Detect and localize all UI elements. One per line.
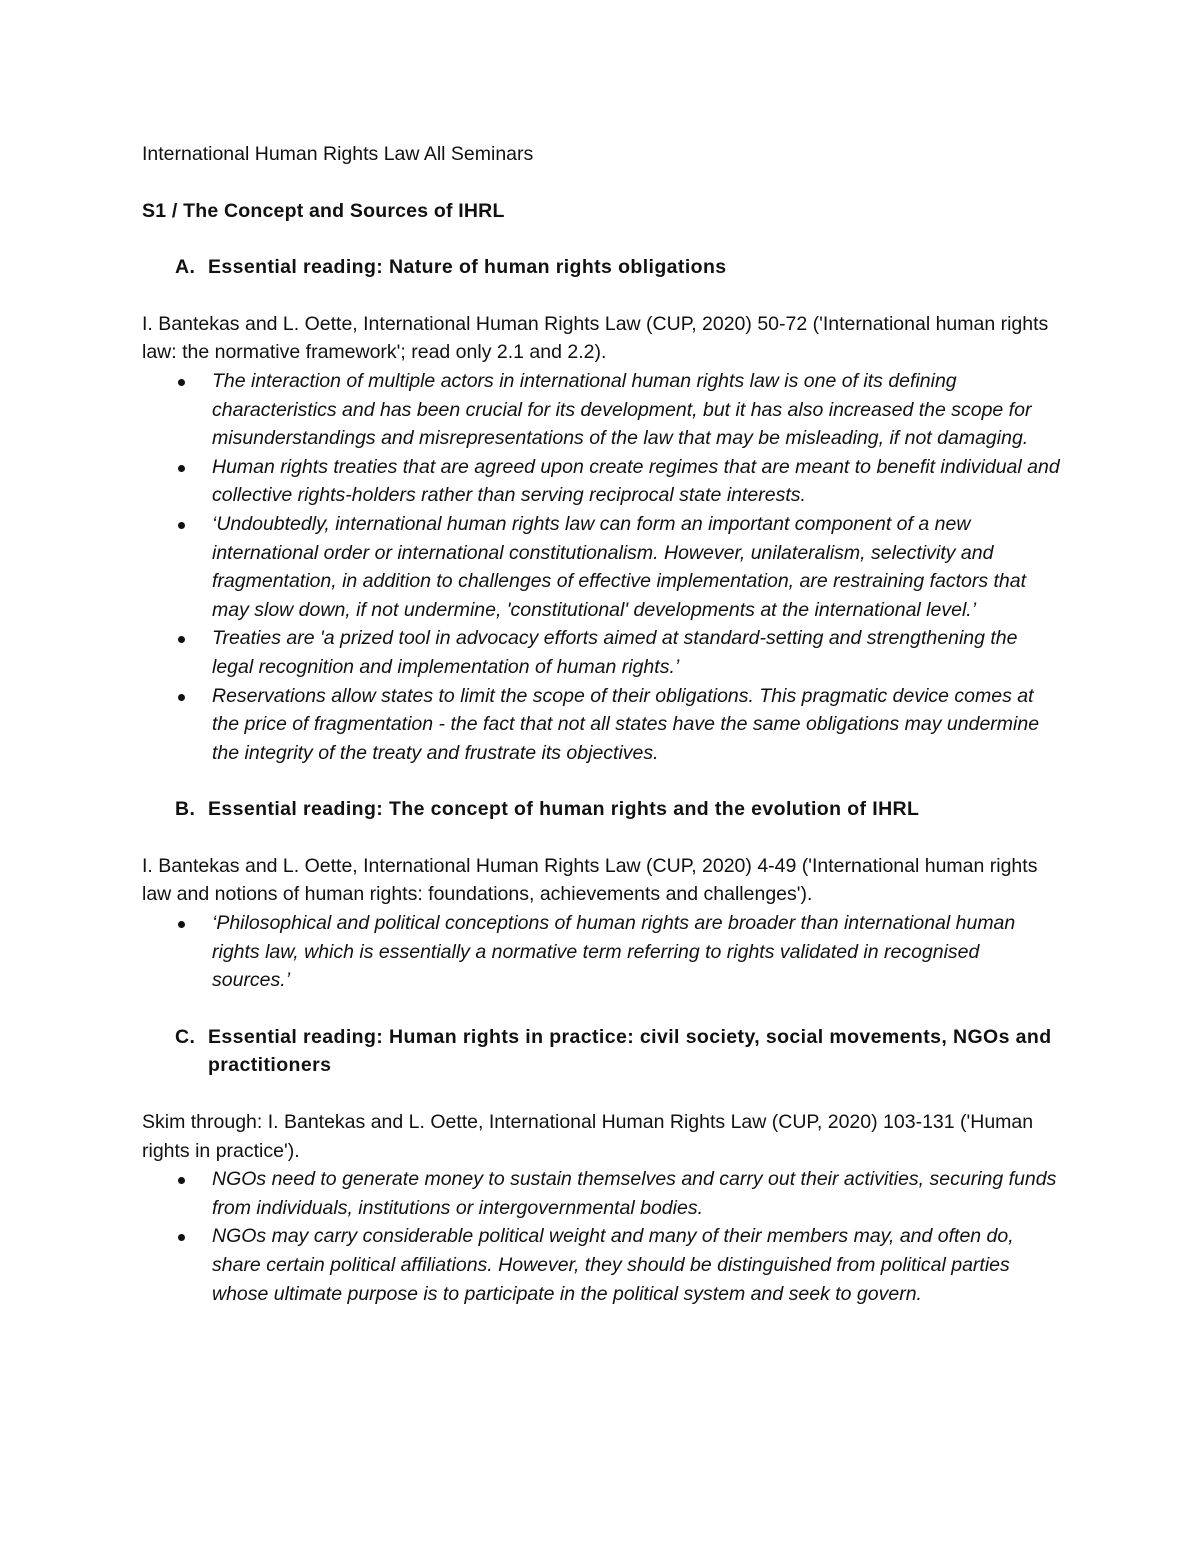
section-c: [142, 1023, 1062, 1308]
reading-reference: I. Bantekas and L. Oette, International Human Rights Law (CUP, 2020) 50-72 ('International human rights law: the normative framework'; read only 2.1 and 2.2).: [142, 312, 1049, 364]
note-text: Treaties are 'a prized tool in advocacy efforts aimed at standard-setting and strengthening the legal recognition and implementation of human rights.’: [212, 627, 1018, 678]
list-item: [142, 682, 1062, 768]
reading-reference: I. Bantekas and L. Oette, International Human Rights Law (CUP, 2020) 4-49 ('International human rights law and notions of human rights: foundations, achievements and challenges').: [142, 854, 1038, 906]
list-item: [142, 909, 1062, 995]
list-item: [142, 453, 1062, 510]
notes-list: [142, 1165, 1062, 1308]
section-letter: C.: [175, 1025, 196, 1048]
section-heading-text: Essential reading: Nature of human rights obligations: [208, 256, 727, 279]
bullet-icon: [142, 453, 212, 510]
section-a: [142, 253, 1062, 767]
section-heading-text: Essential reading: The concept of human rights and the evolution of IHRL: [208, 798, 920, 821]
reading-reference: Skim through: I. Bantekas and L. Oette, International Human Rights Law (CUP, 2020) 103-131 ('Human rights in practice').: [142, 1111, 1034, 1162]
document-title: International Human Rights Law All Seminars: [142, 143, 534, 165]
notes-list: [142, 909, 1062, 995]
notes-list: [142, 367, 1062, 767]
list-item: [142, 367, 1062, 453]
note-text: ‘Philosophical and political conceptions of human rights are broader than international human rights law, which is essentially a normative term referring to rights validated in recognised sources.’: [212, 912, 1016, 992]
note-text: NGOs need to generate money to sustain themselves and carry out their activities, securing funds from individuals, institutions or intergovernmental bodies.: [212, 1168, 1057, 1219]
section-letter: B.: [175, 798, 196, 821]
list-item: [142, 1222, 1062, 1308]
note-text: NGOs may carry considerable political weight and many of their members may, and often do, share certain political affiliations. However, they should be distinguished from political parties whose ultimate purpose is to participate in the political system and seek to govern.: [212, 1225, 1014, 1305]
note-text: Reservations allow states to limit the scope of their obligations. This pragmatic device comes at the price of fragmentation - the fact that not all states have the same obligations may undermine the integrity of the treaty and frustrate its objectives.: [212, 684, 1040, 764]
bullet-icon: [142, 367, 212, 453]
list-item: [142, 1165, 1062, 1222]
list-item: [142, 624, 1062, 681]
document-page: [142, 140, 1062, 1336]
section-b: [142, 795, 1062, 995]
section-heading-text: Essential reading: Human rights in practice: civil society, social movements, NGOs and practitioners: [208, 1025, 1052, 1077]
section-heading: [142, 1023, 1062, 1080]
section-letter: A.: [175, 256, 196, 279]
bullet-icon: [142, 1165, 212, 1222]
bullet-icon: [142, 1222, 212, 1308]
bullet-icon: [142, 624, 212, 681]
section-heading: [142, 253, 1062, 282]
bullet-icon: [142, 909, 212, 995]
note-text: ‘Undoubtedly, international human rights law can form an important component of a new international order or international constitutionalism. However, unilateralism, selectivity and fragmentation, in addition to challenges of effective implementation, are restraining factors that may slow down, if not undermine, 'constitutional' developments at the international level.’: [212, 512, 1027, 621]
bullet-icon: [142, 682, 212, 768]
bullet-icon: [142, 510, 212, 624]
seminar-title: S1 / The Concept and Sources of IHRL: [142, 199, 505, 222]
note-text: Human rights treaties that are agreed upon create regimes that are meant to benefit individual and collective rights-holders rather than serving reciprocal state interests.: [212, 455, 1060, 507]
note-text: The interaction of multiple actors in international human rights law is one of its defining characteristics and has been crucial for its development, but it has also increased the scope for misunderstandings and misrepresentations of the law that may be misleading, if not damaging.: [212, 369, 1032, 450]
section-heading: [142, 795, 1062, 824]
list-item: [142, 510, 1062, 624]
